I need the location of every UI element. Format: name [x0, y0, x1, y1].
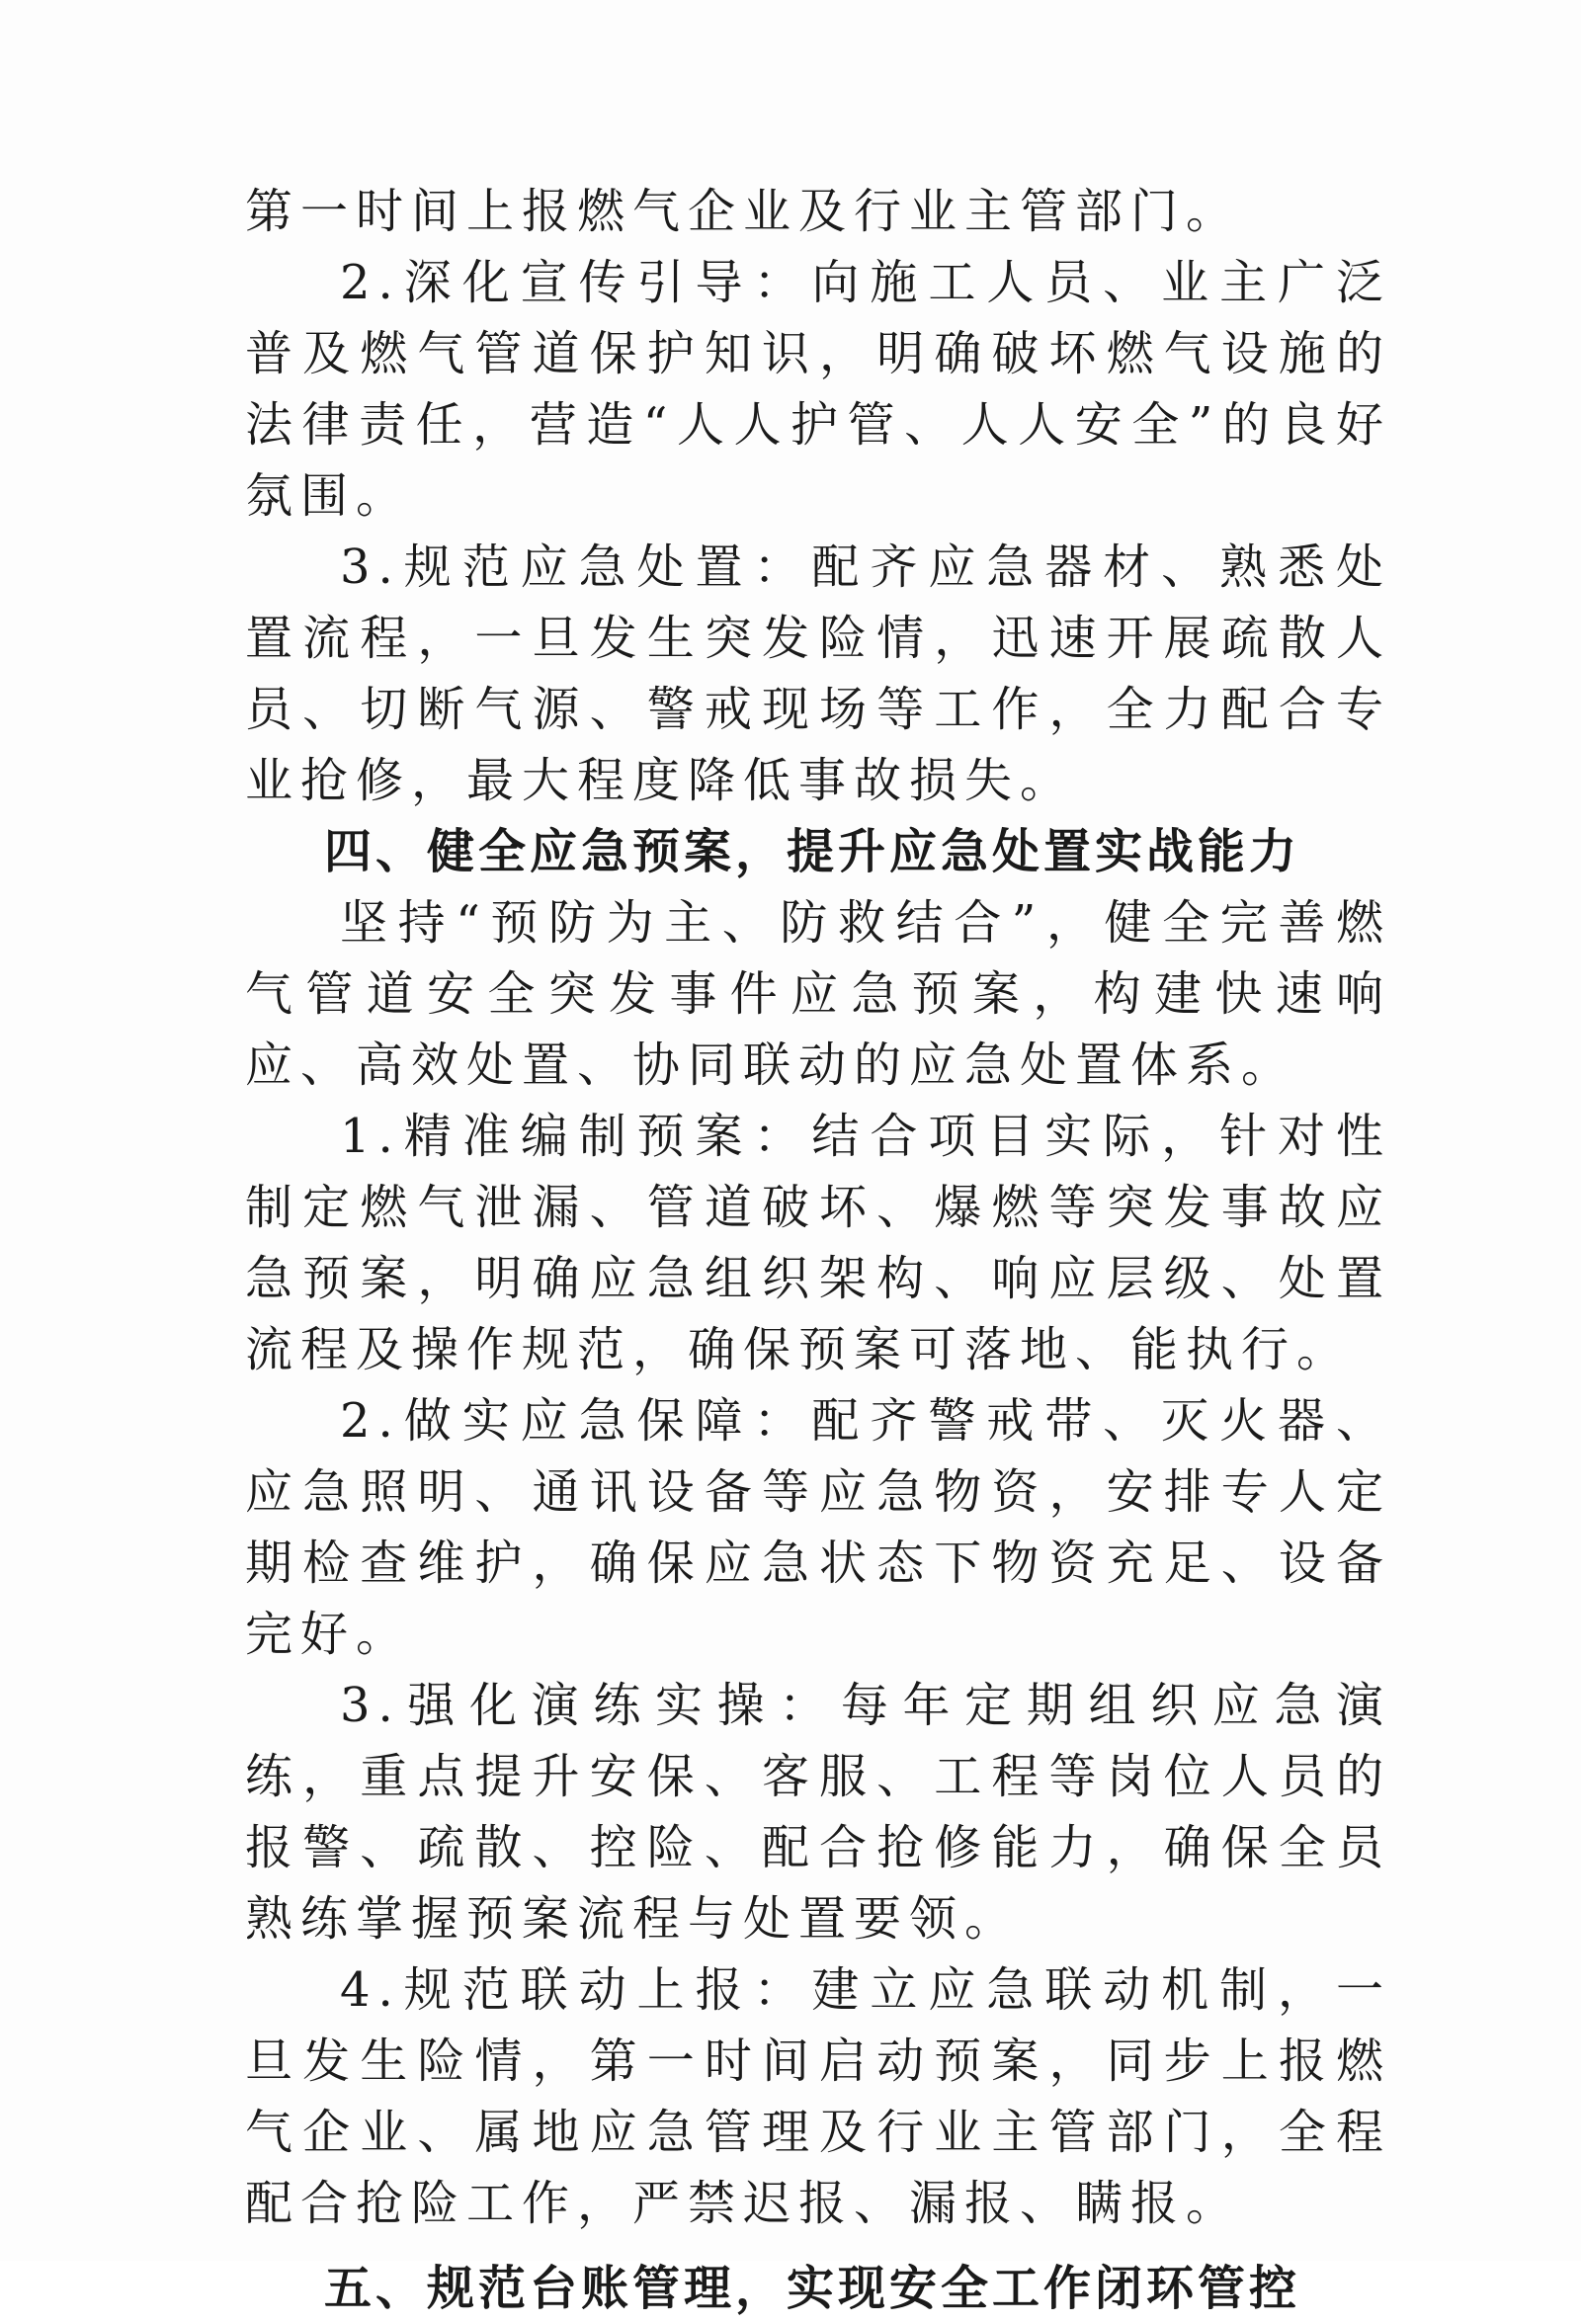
document-body: [245, 176, 1391, 2324]
paragraph-plan-compilation: 1.精准编制预案：结合项目实际，针对性制定燃气泄漏、管道破坏、爆燃等突发事故应急预案，明确应急组织架构、响应层级、处置流程及操作规范，确保预案可落地、能执行。: [245, 1109, 1391, 1377]
paragraph-emergency-support: 2.做实应急保障：配齐警戒带、灭火器、应急照明、通讯设备等应急物资，安排专人定期检查维护，确保应急状态下物资充足、设备完好。: [245, 1393, 1391, 1662]
paragraph-emergency-handling: 3.规范应急处置：配齐应急器材、熟悉处置流程，一旦发生突发险情，迅速开展疏散人员、切断气源、警戒现场等工作，全力配合专业抢修，最大程度降低事故损失。: [245, 540, 1391, 808]
paragraph-continuation: 第一时间上报燃气企业及行业主管部门。: [245, 184, 1242, 239]
paragraph-section-four-intro: 坚持“预防为主、防救结合”，健全完善燃气管道安全突发事件应急预案，构建快速响应、高效处置、协同联动的应急处置体系。: [245, 895, 1391, 1093]
paragraph-publicity-guidance: 2.深化宣传引导：向施工人员、业主广泛普及燃气管道保护知识，明确破坏燃气设施的法律责任，营造“人人护管、人人安全”的良好氛围。: [245, 255, 1391, 524]
paragraph-drill-practice: 3.强化演练实操：每年定期组织应急演练，重点提升安保、客服、工程等岗位人员的报警、疏散、控险、配合抢修能力，确保全员熟练掌握预案流程与处置要领。: [245, 1678, 1391, 1947]
section-heading-four: 四、健全应急预案，提升应急处置实战能力: [324, 824, 1301, 879]
section-heading-five: 五、规范台账管理，实现安全工作闭环管控: [324, 2261, 1301, 2316]
paragraph-linkage-reporting: 4.规范联动上报：建立应急联动机制，一旦发生险情，第一时间启动预案，同步上报燃气企业、属地应急管理及行业主管部门，全程配合抢险工作，严禁迟报、漏报、瞒报。: [245, 1962, 1391, 2231]
